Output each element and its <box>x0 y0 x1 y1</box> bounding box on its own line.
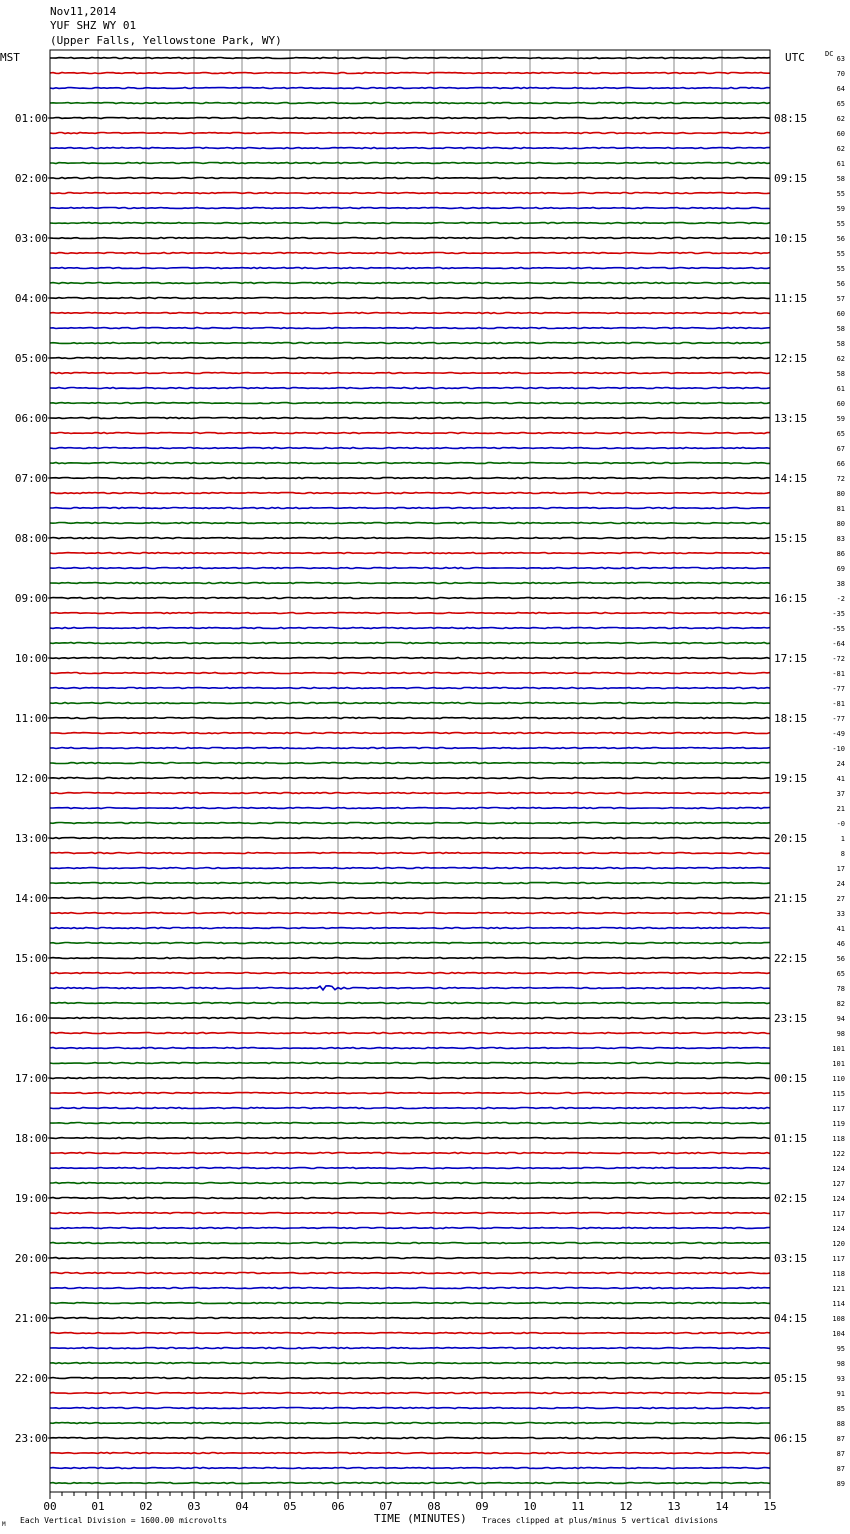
dc-offset-label: 127 <box>832 1180 845 1188</box>
trace-line <box>50 1078 770 1079</box>
dc-offset-label: 104 <box>832 1330 845 1338</box>
trace-group <box>50 58 770 1484</box>
dc-offset-label: -35 <box>832 610 845 618</box>
dc-offset-label: -64 <box>832 640 845 648</box>
trace-line <box>50 986 770 990</box>
trace-line <box>50 178 770 179</box>
trace-line <box>50 1018 770 1019</box>
trace-line <box>50 298 770 299</box>
trace-line <box>50 1138 770 1139</box>
dc-offset-label: 60 <box>836 130 845 138</box>
trace-line <box>50 343 770 344</box>
dc-offset-label: 65 <box>836 970 845 978</box>
dc-offset-label: 59 <box>836 205 845 213</box>
dc-offset-label: 124 <box>832 1225 845 1233</box>
minute-grid <box>98 50 722 1492</box>
dc-offset-label: 60 <box>836 400 845 408</box>
dc-offset-label: 80 <box>836 490 845 498</box>
dc-offset-label: 62 <box>836 355 845 363</box>
utc-hour-label: 23:15 <box>774 1012 808 1025</box>
utc-hour-label: 17:15 <box>774 652 808 665</box>
dc-offset-label: 64 <box>836 85 845 93</box>
utc-hour-label: 08:15 <box>774 112 808 125</box>
dc-offset-label: 83 <box>836 535 845 543</box>
dc-offset-label: 55 <box>836 190 845 198</box>
dc-offset-label: 72 <box>836 475 845 483</box>
trace-line <box>50 493 770 494</box>
trace-line <box>50 223 770 224</box>
dc-offset-label: 58 <box>836 340 845 348</box>
trace-line <box>50 103 770 104</box>
x-axis-title: TIME (MINUTES) <box>374 1512 467 1525</box>
utc-hour-label: 11:15 <box>774 292 808 305</box>
x-tick-label: 01 <box>91 1500 105 1513</box>
trace-line <box>50 313 770 314</box>
trace-line <box>50 538 770 539</box>
dc-offset-label: 65 <box>836 100 845 108</box>
utc-hour-label: 02:15 <box>774 1192 808 1205</box>
x-tick-label: 02 <box>139 1500 153 1513</box>
station-code: YUF SHZ WY 01 <box>50 19 137 32</box>
dc-offset-label: -0 <box>836 820 845 828</box>
trace-line <box>50 58 770 59</box>
trace-line <box>50 238 770 239</box>
dc-offset-label: 21 <box>836 805 845 813</box>
dc-offset-label: 38 <box>836 580 845 588</box>
trace-line <box>50 838 770 839</box>
footer-corner: M <box>2 1521 6 1528</box>
mst-hour-label: 14:00 <box>14 892 48 905</box>
mst-hour-label: 01:00 <box>14 112 48 125</box>
plot-date: Nov11,2014 <box>50 5 117 18</box>
trace-line <box>50 163 770 164</box>
dc-offset-label: 57 <box>836 295 845 303</box>
dc-offset-label: 78 <box>836 985 845 993</box>
trace-line <box>50 868 770 869</box>
trace-line <box>50 1423 770 1424</box>
mst-hour-label: 18:00 <box>14 1132 48 1145</box>
dc-offset-label: 69 <box>836 565 845 573</box>
trace-line <box>50 1168 770 1169</box>
dc-offset-label: 59 <box>836 415 845 423</box>
dc-offset-label: 8 <box>840 850 845 858</box>
trace-line <box>50 808 770 809</box>
trace-line <box>50 1408 770 1409</box>
dc-offset-label: -81 <box>832 670 845 678</box>
mst-hour-label: 05:00 <box>14 352 48 365</box>
trace-line <box>50 928 770 929</box>
trace-line <box>50 1063 770 1064</box>
trace-line <box>50 1108 770 1109</box>
dc-offset-label: 58 <box>836 175 845 183</box>
dc-offset-label: 82 <box>836 1000 845 1008</box>
trace-line <box>50 1303 770 1304</box>
dc-offset-label: 88 <box>836 1420 845 1428</box>
utc-hour-label: 05:15 <box>774 1372 808 1385</box>
dc-offset-label: 95 <box>836 1345 845 1353</box>
footer-clip-note: Traces clipped at plus/minus 5 vertical divisions <box>482 1516 719 1525</box>
x-tick-label: 04 <box>235 1500 249 1513</box>
trace-line <box>50 943 770 944</box>
trace-line <box>50 958 770 959</box>
trace-line <box>50 1468 770 1469</box>
dc-offset-label: 56 <box>836 280 845 288</box>
utc-hour-label: 19:15 <box>774 772 808 785</box>
utc-hour-label: 04:15 <box>774 1312 808 1325</box>
dc-offset-label: 121 <box>832 1285 845 1293</box>
trace-line <box>50 778 770 779</box>
dc-offset-label: 110 <box>832 1075 845 1083</box>
dc-offset-label: 117 <box>832 1105 845 1113</box>
trace-line <box>50 613 770 614</box>
trace-line <box>50 763 770 764</box>
dc-offset-label: -72 <box>832 655 845 663</box>
mst-hour-label: 20:00 <box>14 1252 48 1265</box>
trace-line <box>50 1048 770 1049</box>
mst-hour-label: 09:00 <box>14 592 48 605</box>
dc-offset-label: 108 <box>832 1315 845 1323</box>
dc-offset-label: 41 <box>836 925 845 933</box>
dc-offset-label: 27 <box>836 895 845 903</box>
dc-offset-label: 67 <box>836 445 845 453</box>
dc-offset-label: 61 <box>836 385 845 393</box>
utc-hour-label: 09:15 <box>774 172 808 185</box>
x-tick-label: 03 <box>187 1500 201 1513</box>
station-location: (Upper Falls, Yellowstone Park, WY) <box>50 34 282 47</box>
dc-offset-label: 120 <box>832 1240 845 1248</box>
mst-hour-label: 12:00 <box>14 772 48 785</box>
trace-line <box>50 1483 770 1484</box>
dc-offset-label: 46 <box>836 940 845 948</box>
mst-hour-label: 23:00 <box>14 1432 48 1445</box>
dc-offset-label: 24 <box>836 760 845 768</box>
trace-line <box>50 1213 770 1214</box>
utc-hour-label: 14:15 <box>774 472 808 485</box>
dc-offset-label: 55 <box>836 220 845 228</box>
x-tick-label: 12 <box>619 1500 633 1513</box>
mst-hour-label: 11:00 <box>14 712 48 725</box>
x-tick-label: 08 <box>427 1500 441 1513</box>
trace-line <box>50 1258 770 1259</box>
x-tick-label: 09 <box>475 1500 489 1513</box>
dc-offset-label: 66 <box>836 460 845 468</box>
mst-hour-label: 08:00 <box>14 532 48 545</box>
trace-line <box>50 133 770 134</box>
trace-line <box>50 328 770 329</box>
dc-offset-label: 85 <box>836 1405 845 1413</box>
dc-offset-label: 101 <box>832 1045 845 1053</box>
trace-line <box>50 448 770 449</box>
trace-line <box>50 853 770 854</box>
trace-line <box>50 73 770 74</box>
dc-offset-label: 55 <box>836 265 845 273</box>
dc-offset-label: 41 <box>836 775 845 783</box>
x-tick-label: 07 <box>379 1500 393 1513</box>
dc-offset-label: 98 <box>836 1030 845 1038</box>
trace-line <box>50 463 770 464</box>
trace-line <box>50 733 770 734</box>
trace-line <box>50 1033 770 1034</box>
mst-hour-label: 22:00 <box>14 1372 48 1385</box>
dc-offset-label: 58 <box>836 370 845 378</box>
trace-line <box>50 478 770 479</box>
utc-hour-label: 22:15 <box>774 952 808 965</box>
trace-line <box>50 1273 770 1274</box>
dc-offset-label: 37 <box>836 790 845 798</box>
dc-offset-label: 87 <box>836 1435 845 1443</box>
x-tick-label: 05 <box>283 1500 297 1513</box>
utc-hour-label: 12:15 <box>774 352 808 365</box>
trace-line <box>50 208 770 209</box>
trace-line <box>50 403 770 404</box>
utc-hour-label: 16:15 <box>774 592 808 605</box>
trace-line <box>50 793 770 794</box>
dc-offset-label: 63 <box>836 55 845 63</box>
mst-hour-label: 13:00 <box>14 832 48 845</box>
dc-label: DC <box>825 50 834 58</box>
trace-line <box>50 1288 770 1289</box>
mst-hour-label: 07:00 <box>14 472 48 485</box>
dc-offset-label: 62 <box>836 115 845 123</box>
utc-hour-label: 15:15 <box>774 532 808 545</box>
dc-offset-label: -55 <box>832 625 845 633</box>
x-tick-label: 14 <box>715 1500 729 1513</box>
trace-line <box>50 373 770 374</box>
dc-offset-label: 55 <box>836 250 845 258</box>
trace-line <box>50 583 770 584</box>
trace-line <box>50 973 770 974</box>
trace-line <box>50 193 770 194</box>
trace-line <box>50 673 770 674</box>
mst-hour-label: 21:00 <box>14 1312 48 1325</box>
trace-line <box>50 1333 770 1334</box>
plot-frame <box>50 50 770 1492</box>
utc-hour-label: 06:15 <box>774 1432 808 1445</box>
dc-offset-label: 93 <box>836 1375 845 1383</box>
dc-offset-label: -77 <box>832 715 845 723</box>
trace-line <box>50 1363 770 1364</box>
utc-hour-label: 03:15 <box>774 1252 808 1265</box>
mst-hour-label: 06:00 <box>14 412 48 425</box>
x-tick-label: 11 <box>571 1500 585 1513</box>
dc-offset-label: 33 <box>836 910 845 918</box>
dc-offset-label: 65 <box>836 430 845 438</box>
dc-offset-label: 118 <box>832 1270 845 1278</box>
trace-line <box>50 1243 770 1244</box>
trace-line <box>50 418 770 419</box>
dc-offset-label: 87 <box>836 1450 845 1458</box>
trace-line <box>50 643 770 644</box>
mst-hour-label: 15:00 <box>14 952 48 965</box>
dc-offset-label: 124 <box>832 1165 845 1173</box>
trace-line <box>50 1003 770 1004</box>
trace-line <box>50 283 770 284</box>
dc-offset-label: 81 <box>836 505 845 513</box>
dc-offset-label: 70 <box>836 70 845 78</box>
x-tick-label: 00 <box>43 1500 57 1513</box>
mst-hour-label: 17:00 <box>14 1072 48 1085</box>
dc-offset-label: 24 <box>836 880 845 888</box>
trace-line <box>50 898 770 899</box>
x-tick-label: 10 <box>523 1500 537 1513</box>
dc-offset-label: 80 <box>836 520 845 528</box>
utc-hour-label: 21:15 <box>774 892 808 905</box>
dc-offset-label: 86 <box>836 550 845 558</box>
dc-offset-label: 61 <box>836 160 845 168</box>
utc-label: UTC <box>785 51 805 64</box>
trace-line <box>50 268 770 269</box>
dc-offset-label: -81 <box>832 700 845 708</box>
footer-scale: Each Vertical Division = 1600.00 microvolts <box>20 1516 228 1525</box>
dc-offset-label: 89 <box>836 1480 845 1488</box>
mst-hour-label: 10:00 <box>14 652 48 665</box>
x-tick-label: 15 <box>763 1500 777 1513</box>
trace-line <box>50 1228 770 1229</box>
mst-hour-label: 04:00 <box>14 292 48 305</box>
trace-line <box>50 1393 770 1394</box>
dc-offset-label: 98 <box>836 1360 845 1368</box>
trace-line <box>50 718 770 719</box>
utc-hour-label: 01:15 <box>774 1132 808 1145</box>
trace-line <box>50 913 770 914</box>
dc-offset-label: 1 <box>840 835 845 843</box>
trace-line <box>50 628 770 629</box>
trace-line <box>50 433 770 434</box>
mst-label: MST <box>0 51 20 64</box>
trace-line <box>50 1093 770 1094</box>
dc-offset-label: 114 <box>832 1300 845 1308</box>
utc-hour-label: 00:15 <box>774 1072 808 1085</box>
dc-offset-label: 56 <box>836 235 845 243</box>
dc-offset-label: -49 <box>832 730 845 738</box>
dc-offset-label: 117 <box>832 1255 845 1263</box>
trace-line <box>50 523 770 524</box>
trace-line <box>50 568 770 569</box>
dc-offset-label: 122 <box>832 1150 845 1158</box>
trace-line <box>50 688 770 689</box>
dc-offset-label: 62 <box>836 145 845 153</box>
trace-line <box>50 1438 770 1439</box>
mst-hour-label: 03:00 <box>14 232 48 245</box>
dc-offset-label: 58 <box>836 325 845 333</box>
dc-offset-label: 91 <box>836 1390 845 1398</box>
trace-line <box>50 1348 770 1349</box>
dc-offset-label: 17 <box>836 865 845 873</box>
trace-line <box>50 1198 770 1199</box>
dc-offset-label: 60 <box>836 310 845 318</box>
dc-offset-label: 118 <box>832 1135 845 1143</box>
trace-line <box>50 148 770 149</box>
trace-line <box>50 823 770 824</box>
mst-hour-label: 16:00 <box>14 1012 48 1025</box>
dc-offset-label: 115 <box>832 1090 845 1098</box>
trace-line <box>50 703 770 704</box>
utc-hour-label: 10:15 <box>774 232 808 245</box>
trace-line <box>50 1318 770 1319</box>
x-tick-label: 13 <box>667 1500 681 1513</box>
trace-line <box>50 118 770 119</box>
trace-line <box>50 1378 770 1379</box>
dc-offset-label: -2 <box>836 595 845 603</box>
trace-line <box>50 1183 770 1184</box>
trace-line <box>50 883 770 884</box>
dc-offset-label: 101 <box>832 1060 845 1068</box>
utc-hour-label: 13:15 <box>774 412 808 425</box>
trace-line <box>50 598 770 599</box>
trace-line <box>50 1453 770 1454</box>
dc-offset-label: 117 <box>832 1210 845 1218</box>
dc-offset-label: 119 <box>832 1120 845 1128</box>
dc-offset-label: 124 <box>832 1195 845 1203</box>
dc-offset-label: 94 <box>836 1015 845 1023</box>
dc-offset-label: -10 <box>832 745 845 753</box>
dc-offset-label: -77 <box>832 685 845 693</box>
trace-line <box>50 748 770 749</box>
mst-hour-label: 19:00 <box>14 1192 48 1205</box>
trace-line <box>50 1153 770 1154</box>
trace-line <box>50 658 770 659</box>
x-tick-label: 06 <box>331 1500 345 1513</box>
trace-line <box>50 388 770 389</box>
utc-hour-label: 18:15 <box>774 712 808 725</box>
dc-offset-label: 56 <box>836 955 845 963</box>
trace-line <box>50 1123 770 1124</box>
label-group <box>15 55 845 1513</box>
trace-line <box>50 508 770 509</box>
trace-line <box>50 88 770 89</box>
mst-hour-label: 02:00 <box>14 172 48 185</box>
utc-hour-label: 20:15 <box>774 832 808 845</box>
trace-line <box>50 358 770 359</box>
trace-line <box>50 553 770 554</box>
trace-line <box>50 253 770 254</box>
dc-offset-label: 87 <box>836 1465 845 1473</box>
